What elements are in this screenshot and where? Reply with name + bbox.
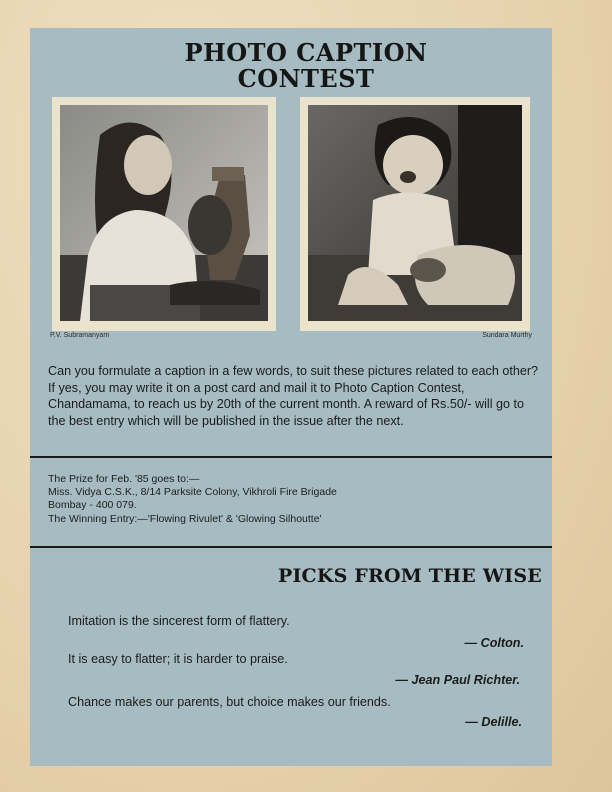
divider-top <box>30 456 552 458</box>
photo-frame-left <box>52 97 276 331</box>
quote-3: Chance makes our parents, but choice makes our friends. <box>68 695 391 709</box>
quote-3-author: — Delille. <box>465 715 522 729</box>
photo-frame-right <box>300 97 530 331</box>
quote-1-author: — Colton. <box>464 636 524 650</box>
contest-description: Can you formulate a caption in a few words, to suit these pictures related to each other? If yes, you may write it on a post card and mail it to Photo Caption Contest, Chandamama, to reach us by 20th of the current month. A reward of Rs.50/- will go to the best entry which will be published in the issue after the next. <box>48 364 539 428</box>
picks-title: PICKS FROM THE WISE <box>277 565 542 587</box>
quote-2: It is easy to flatter; it is harder to praise. <box>68 652 288 666</box>
prize-line-1: The Prize for Feb. '85 goes to:— <box>48 473 200 485</box>
photo1-credit: P.V. Subramanyam <box>50 332 110 339</box>
prize-winner-block <box>48 473 528 526</box>
divider-bottom <box>30 546 552 548</box>
photo-baby-with-dog <box>308 105 522 321</box>
contest-title-line2: CONTEST <box>237 64 375 93</box>
quote-2-author: — Jean Paul Richter. <box>395 673 520 687</box>
prize-line-4: The Winning Entry:—'Flowing Rivulet' & 'Glowing Silhoutte' <box>48 512 322 525</box>
contest-title-line1: PHOTO CAPTION <box>184 38 428 67</box>
quote-1: Imitation is the sincerest form of flattery. <box>68 614 290 628</box>
prize-line-2: Miss. Vidya C.S.K., 8/14 Parksite Colony, Vikhroli Fire Brigade <box>48 486 337 499</box>
photo2-credit: Sundara Murthy <box>482 332 532 339</box>
prize-line-3: Bombay - 400 079. <box>48 499 137 512</box>
photo-girl-with-figurine <box>60 105 268 321</box>
